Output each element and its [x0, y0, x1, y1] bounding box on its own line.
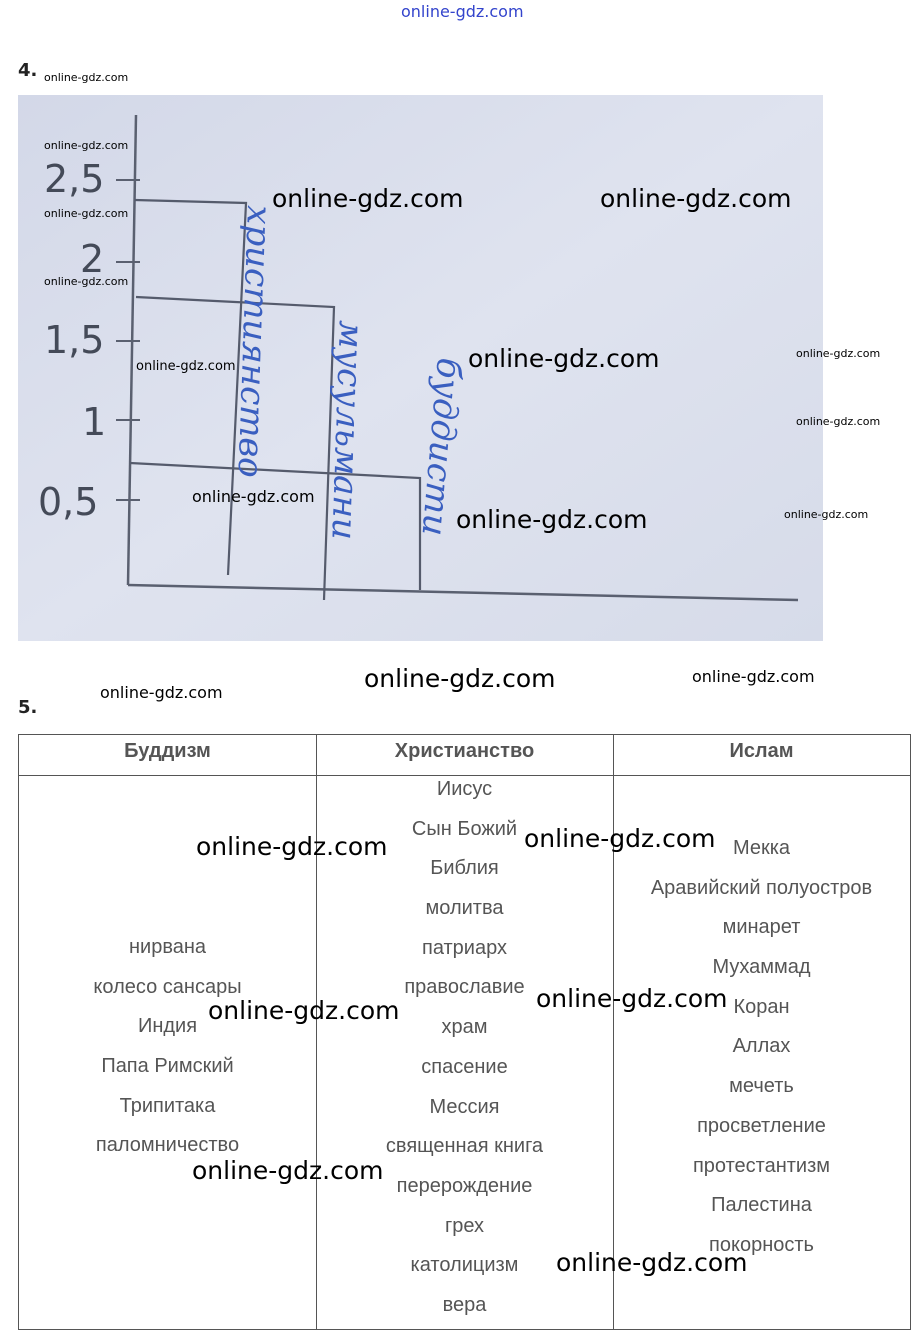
list-item: покорность [709, 1233, 814, 1256]
y-tick-0-5: 0,5 [38, 480, 99, 524]
header-buddhism: Буддизм [124, 740, 211, 762]
watermark: online-gdz.com [456, 505, 648, 534]
watermark: online-gdz.com [524, 824, 716, 853]
islam-column [613, 829, 910, 1266]
list-item: спасение [421, 1055, 508, 1078]
watermark: online-gdz.com [196, 832, 388, 861]
list-item: протестантизм [692, 1154, 831, 1177]
list-item: Мессия [429, 1095, 500, 1118]
watermark: online-gdz.com [136, 359, 236, 374]
list-item: грех [444, 1214, 485, 1237]
list-item: Индия [137, 1015, 198, 1038]
list-item: священная книга [385, 1135, 544, 1158]
list-item: колесо сансары [93, 975, 242, 998]
y-tick-1-5: 1,5 [44, 318, 105, 362]
list-item: Иисус [436, 778, 493, 800]
list-item: просветление [697, 1114, 826, 1137]
watermark: online-gdz.com [192, 1156, 384, 1185]
list-item: Мухаммад [712, 956, 811, 979]
list-item: Аллах [732, 1035, 791, 1058]
bar-label-2: мусульмани [323, 319, 371, 541]
header-islam: Ислам [729, 740, 794, 762]
task-4-number: 4. [18, 60, 38, 81]
list-item: Папа Римский [101, 1055, 234, 1078]
list-item: Сын Божий [411, 817, 518, 840]
watermark: online-gdz.com [556, 1248, 748, 1277]
list-item: Мекка [732, 837, 791, 859]
y-tick-2: 2 [80, 237, 105, 281]
bar-label-1: християнство [229, 204, 279, 479]
bar-label-3: буддисти [413, 356, 469, 538]
list-item: минарет [722, 916, 801, 939]
watermark: online-gdz.com [536, 984, 728, 1013]
list-item: вера [442, 1293, 487, 1316]
y-tick-2-5: 2,5 [44, 157, 105, 201]
watermark: online-gdz.com [100, 683, 223, 702]
watermark: online-gdz.com [468, 344, 660, 373]
list-item: перерождение [396, 1174, 533, 1197]
list-item: католицизм [410, 1254, 519, 1277]
watermark: online-gdz.com [44, 275, 129, 288]
list-item: молитва [425, 897, 504, 920]
religions-table [18, 734, 911, 1330]
list-item: Трипитака [119, 1094, 216, 1117]
watermark: online-gdz.com [796, 347, 881, 360]
buddhism-column [19, 928, 316, 1166]
list-item: патриарх [422, 936, 507, 959]
task-5-number: 5. [18, 697, 38, 718]
list-item: нирвана [128, 936, 207, 958]
list-item: мечеть [729, 1075, 794, 1098]
watermark: online-gdz.com [272, 184, 464, 213]
header-site-watermark[interactable]: online-gdz.com [401, 2, 524, 21]
watermark: online-gdz.com [692, 667, 815, 686]
watermark: online-gdz.com [44, 139, 129, 152]
watermark: online-gdz.com [784, 508, 869, 521]
watermark: online-gdz.com [208, 996, 400, 1025]
list-item: паломничество [95, 1134, 240, 1157]
y-tick-1: 1 [82, 400, 107, 444]
list-item: Палестина [711, 1194, 812, 1217]
watermark: online-gdz.com [44, 71, 129, 84]
list-item: храм [441, 1016, 488, 1039]
watermark: online-gdz.com [364, 664, 556, 693]
list-item: Аравийский полуостров [650, 876, 873, 899]
watermark: online-gdz.com [796, 415, 881, 428]
list-item: Библия [430, 857, 499, 880]
list-item: православие [404, 976, 525, 999]
watermark: online-gdz.com [44, 207, 129, 220]
watermark: online-gdz.com [192, 487, 315, 506]
header-christianity: Христианство [394, 740, 535, 762]
watermark: online-gdz.com [600, 184, 792, 213]
list-item: Коран [733, 995, 790, 1018]
